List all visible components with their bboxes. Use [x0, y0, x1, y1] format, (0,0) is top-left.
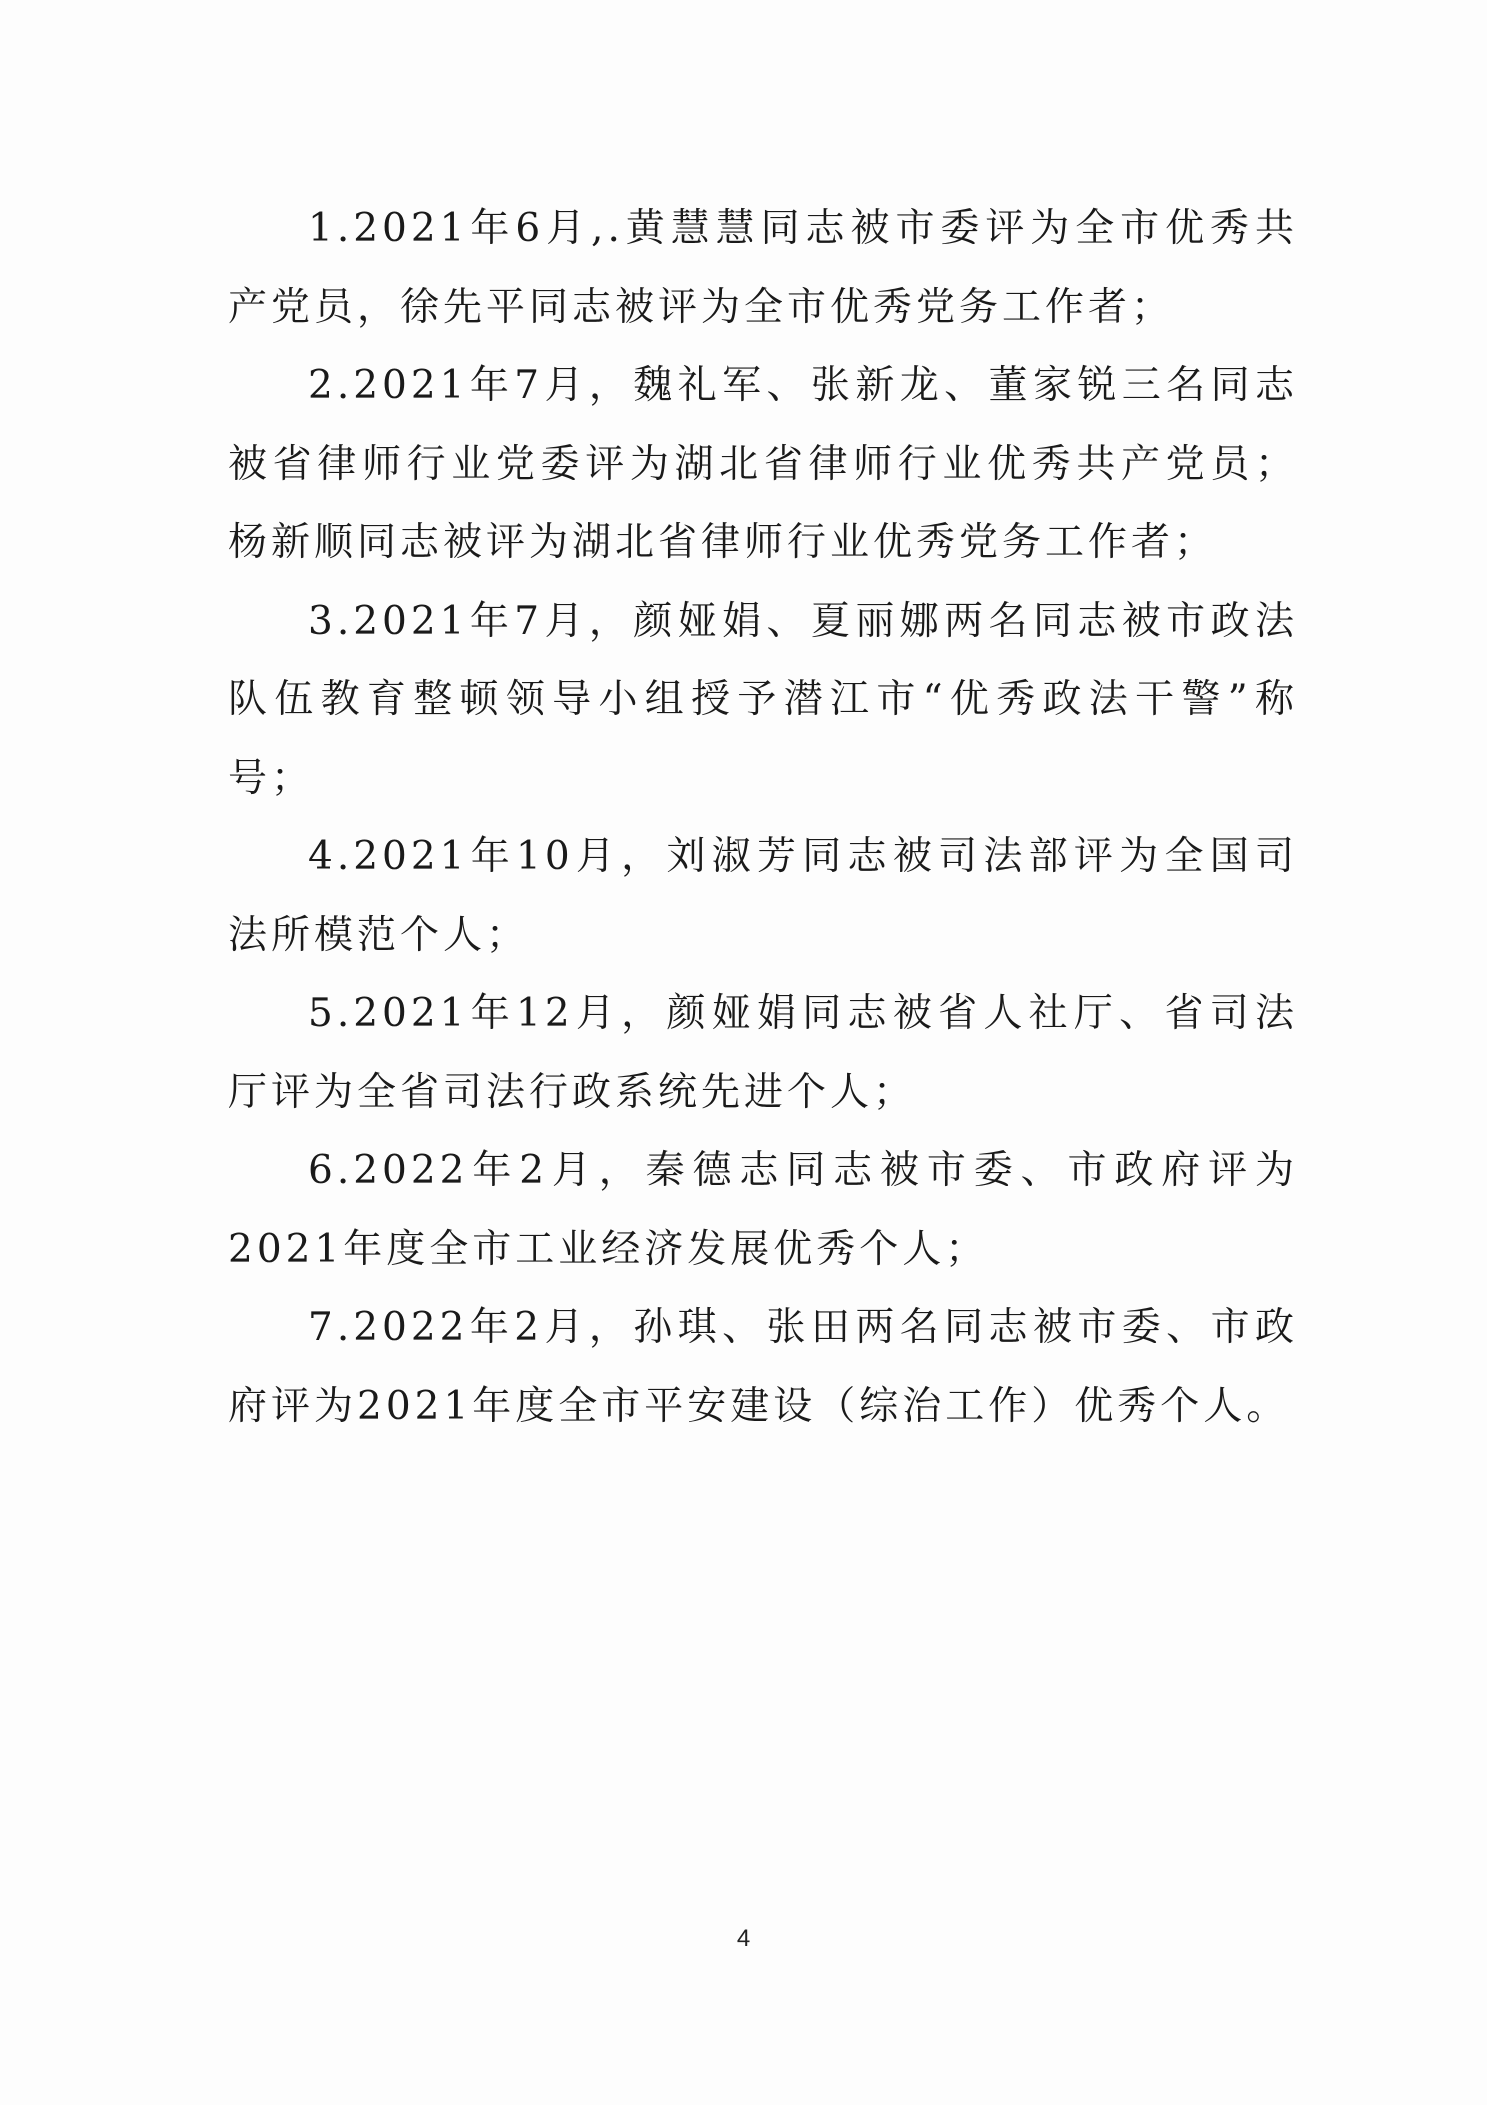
paragraph-4: 4.2021年10月，刘淑芳同志被司法部评为全国司法所模范个人； — [228, 834, 1298, 958]
paragraph-7: 7.2022年2月，孙琪、张田两名同志被市委、市政府评为2021年度全市平安建设（综治工作）优秀个人。 — [228, 1305, 1298, 1429]
document-body — [228, 190, 1298, 1446]
paragraph-6: 6.2022年2月，秦德志同志被市委、市政府评为2021年度全市工业经济发展优秀个人； — [228, 1148, 1298, 1272]
paragraph-5: 5.2021年12月，颜娅娟同志被省人社厅、省司法厅评为全省司法行政系统先进个人； — [228, 991, 1298, 1115]
paragraph-1: 1.2021年6月,.黄慧慧同志被市委评为全市优秀共产党员，徐先平同志被评为全市优秀党务工作者； — [228, 206, 1298, 330]
page-number: 4 — [736, 1925, 751, 1952]
paragraph-2: 2.2021年7月，魏礼军、张新龙、董家锐三名同志被省律师行业党委评为湖北省律师行业优秀共产党员；杨新顺同志被评为湖北省律师行业优秀党务工作者； — [228, 363, 1298, 565]
paragraph-3: 3.2021年7月，颜娅娟、夏丽娜两名同志被市政法队伍教育整顿领导小组授予潜江市“优秀政法干警”称号； — [228, 598, 1298, 801]
